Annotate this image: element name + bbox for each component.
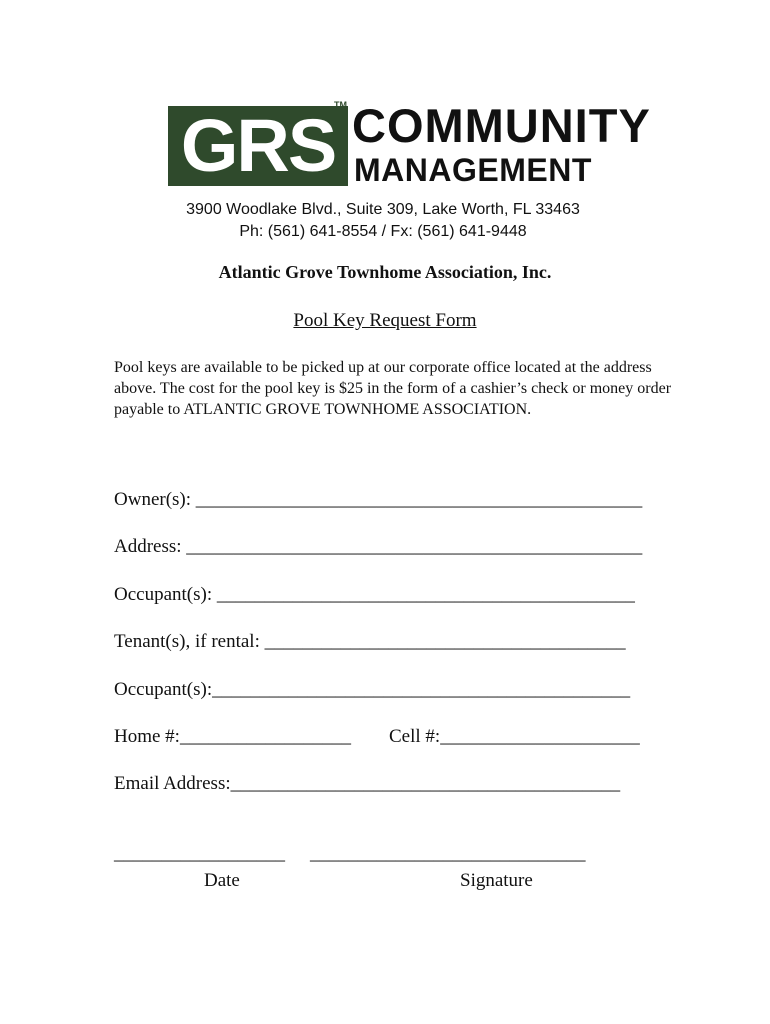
date-label: Date xyxy=(204,870,240,891)
company-phone-fax: Ph: (561) 641-8554 / Fx: (561) 641-9448 xyxy=(239,223,527,240)
logo-mark-text: GRS xyxy=(180,104,336,187)
logo-word-community: COMMUNITY xyxy=(352,99,651,152)
address-field[interactable]: Address: ________________________________________________ xyxy=(114,536,643,557)
logo-word-management: MANAGEMENT xyxy=(354,152,592,188)
intro-paragraph: Pool keys are available to be picked up at our corporate office located at the address above. The cost for the pool key is $25 in the form of a cashier’s check or money order payable to ATLANTIC GROVE TOWNHOME ASSOCIATION. xyxy=(114,359,672,418)
signature-field[interactable]: _____________________________ xyxy=(310,843,586,864)
occupants-field[interactable]: Occupant(s): ____________________________________________ xyxy=(114,584,635,605)
cell-phone-field[interactable]: Cell #:_____________________ xyxy=(389,726,640,747)
email-field[interactable]: Email Address:_________________________________________ xyxy=(114,773,621,794)
tenants-field[interactable]: Tenant(s), if rental: ______________________________________ xyxy=(114,631,626,652)
signature-label: Signature xyxy=(460,870,533,891)
association-title: Atlantic Grove Townhome Association, Inc. xyxy=(218,262,552,282)
company-address: 3900 Woodlake Blvd., Suite 309, Lake Worth, FL 33463 xyxy=(186,201,580,218)
date-field[interactable]: __________________ xyxy=(114,843,285,864)
logo-trademark: TM xyxy=(334,100,347,110)
form-title: Pool Key Request Form xyxy=(293,310,477,331)
occupants-field-2[interactable]: Occupant(s):____________________________________________ xyxy=(114,679,631,700)
owners-field[interactable]: Owner(s): _______________________________________________ xyxy=(114,489,643,510)
company-logo xyxy=(168,99,651,190)
home-phone-field[interactable]: Home #:__________________ xyxy=(114,726,351,747)
